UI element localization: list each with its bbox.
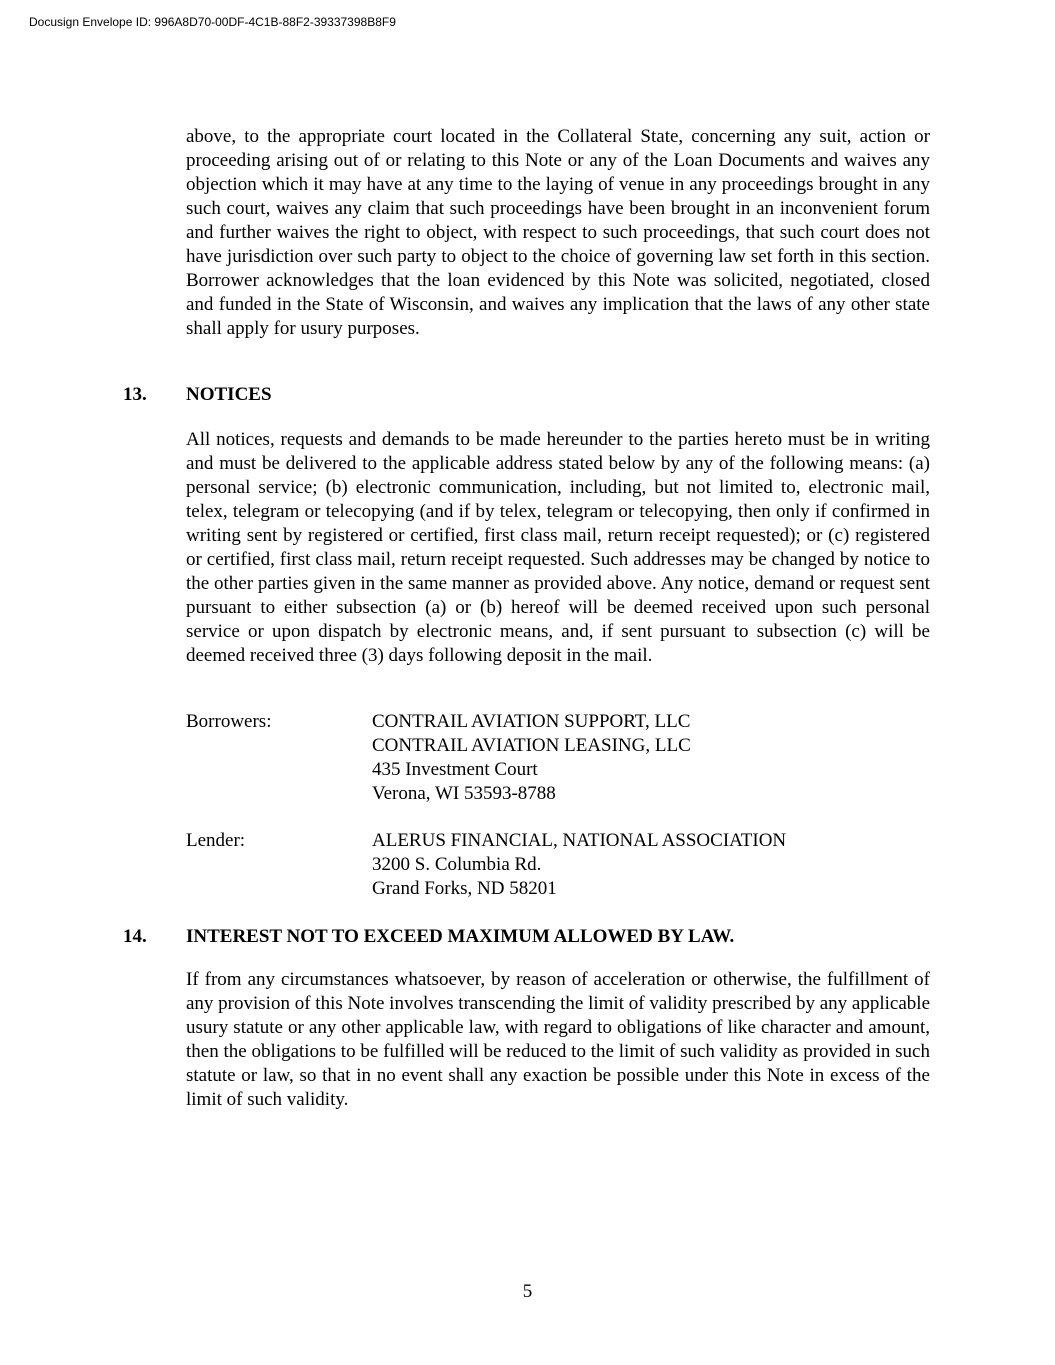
section-14-body: If from any circumstances whatsoever, by reason of acceleration or otherwise, the fulfillment of any provision of this Note involves transcending the limit of validity prescribed by any applicable usury statute or any other applicable law, with regard to obligations of like character and amount, then the obligations to be fulfilled will be reduced to the limit of such validity as provided in such statute or law, so that in no event shall any exaction be possible under this Note in excess of the limit of such validity. [186, 969, 930, 1110]
borrowers-label: Borrowers: [186, 711, 272, 732]
section-number: 14. [123, 926, 147, 947]
section-title: NOTICES [186, 384, 272, 405]
address-line: Verona, WI 53593-8788 [372, 783, 556, 804]
address-line: Grand Forks, ND 58201 [372, 878, 557, 899]
address-line: 3200 S. Columbia Rd. [372, 854, 542, 875]
intro-paragraph: above, to the appropriate court located in the Collateral State, concerning any suit, action or proceeding arising out of or relating to this Note or any of the Loan Documents and waives any objection which it may have at any time to the laying of venue in any proceedings brought in any such court, waives any claim that such proceedings have been brought in an inconvenient forum and further waives the right to object, with respect to such proceedings, that such court does not have jurisdiction over such party to object to the choice of governing law set forth in this section. Borrower acknowledges that the loan evidenced by this Note was solicited, negotiated, closed and funded in the State of Wisconsin, and waives any implication that the laws of any other state shall apply for usury purposes. [186, 126, 930, 339]
section-number: 13. [123, 384, 147, 405]
address-line: 435 Investment Court [372, 759, 538, 780]
address-line: ALERUS FINANCIAL, NATIONAL ASSOCIATION [372, 830, 787, 851]
address-line: CONTRAIL AVIATION SUPPORT, LLC [372, 711, 691, 732]
section-13-body: All notices, requests and demands to be made hereunder to the parties hereto must be in writing and must be delivered to the applicable address stated below by any of the following means: (a) personal service; (b) electronic communication, including, but not limited to, electronic mail, telex, telegram or telecopying (and if by telex, telegram or telecopying, then only if confirmed in writing sent by registered or certified, first class mail, return receipt requested); or (c) registered or certified, first class mail, return receipt requested. Such addresses may be changed by notice to the other parties given in the same manner as provided above. Any notice, demand or request sent pursuant to either subsection (a) or (b) hereof will be deemed received upon such personal service or upon dispatch by electronic means, and, if sent pursuant to subsection (c) will be deemed received three (3) days following deposit in the mail. [186, 429, 930, 666]
section-title: INTEREST NOT TO EXCEED MAXIMUM ALLOWED BY LAW. [186, 926, 735, 947]
address-line: CONTRAIL AVIATION LEASING, LLC [372, 735, 691, 756]
section-14-heading [123, 925, 734, 949]
envelope-id: Docusign Envelope ID: 996A8D70-00DF-4C1B-88F2-39337398B8F9 [29, 15, 396, 29]
lender-label: Lender: [186, 830, 246, 851]
section-13-heading [123, 383, 272, 407]
page-number: 5 [522, 1281, 533, 1302]
